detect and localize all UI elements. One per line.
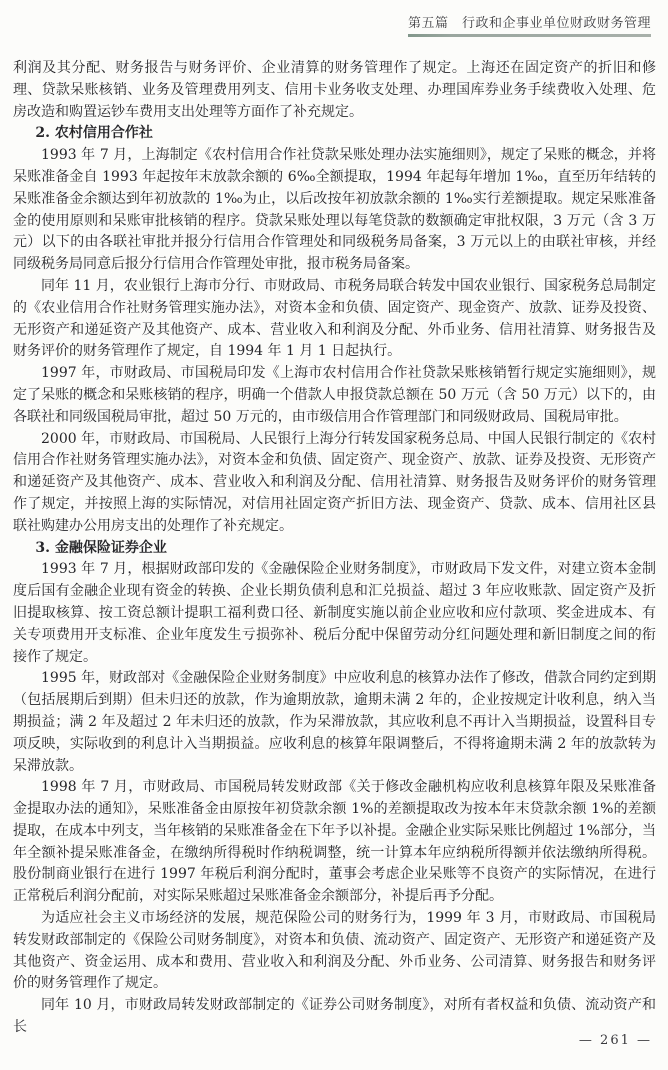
paragraph-2000-implementation: 2000 年，市财政局、市国税局、人民银行上海分行转发国家税务总局、中国人民银行制定的《农村信用合作社财务管理实施办法》，对资本金和负债、固定资产、现金资产、放款、证券及投资、无形资产和递延资产及其他资产、成本、营业收入和利润及分配、信用社清算、财务报告及财务评价的财务管理作了规定，并按照上海的实际情况，对信用社固定资产折旧方法、现金资产、贷款、成本、信用社区县联社购建办公用房支出的处理作了补充规定。 — [13, 430, 656, 534]
section-heading-rural-credit-cooperatives: 2. 农村信用合作社 — [35, 125, 153, 142]
paragraph-continuation: 利润及其分配、财务报告与财务评价、企业清算的财务管理作了规定。上海还在固定资产的折旧和修理、贷款呆账核销、业务及管理费用列支、信用卡业务收支处理、办理国库券业务手续费收入处理、危房改造和购置运钞车费用支出处理等方面作了补充规定。 — [13, 60, 656, 120]
running-header — [408, 12, 651, 37]
paragraph-1993-rural-credit: 1993 年 7 月，上海制定《农村信用合作社贷款呆账处理办法实施细则》，规定了呆账的概念，并将呆账准备金自 1993 年起按年末放款余额的 6‰全额提取，1994 年起每年增加 1‰，直至历年结转的呆账准备金余额达到年初放款的 1‰为止，以后改按年初放款余额的 1‰实行差额提取。规定呆账准备金的使用原则和呆账审批核销的程序。贷款呆账处理以每笔贷款的数额确定审批权限，3 万元（含 3 万元）以下的由各联社审批并报分行信用合作管理处和同级税务局备案，3 万元以上的由联社审核，并经同级税务局同意后报分行信用合作管理处审批，报市税务局备案。 — [13, 147, 656, 273]
paragraph-1993-november: 同年 11 月，农业银行上海市分行、市财政局、市税务局联合转发中国农业银行、国家税务总局制定的《农业信用合作社财务管理实施办法》，对资本金和负债、固定资产、现金资产、放款、证券及投资、无形资产和递延资产及其他资产、成本、营业收入和利润及分配、外币业务、信用社清算、财务报告及财务评价的财务管理作了规定，自 1994 年 1 月 1 日起执行。 — [13, 277, 656, 360]
section-heading-finance-insurance-securities: 3. 金融保险证券企业 — [35, 539, 167, 556]
page-body — [13, 58, 656, 1039]
running-header-title: 第五篇 行政和企事业单位财政财务管理 — [407, 16, 651, 31]
paragraph-1999-insurance-company: 为适应社会主义市场经济的发展，规范保险公司的财务行为，1999 年 3 月，市财政局、市国税局转发财政部制定的《保险公司财务制度》，对资本和负债、流动资产、固定资产、无形资产和递延资产及其他资产、资金运用、成本和费用、营业收入和利润及分配、外币业务、公司清算、财务报告和财务评价的财务管理作了规定。 — [13, 910, 656, 992]
paragraph-1997-writeoff-rules: 1997 年，市财政局、市国税局印发《上海市农村信用合作社贷款呆账核销暂行规定实施细则》，规定了呆账的概念和呆账核销的程序，明确一个借款人申报贷款总额在 50 万元（含 50 万元）以下的，由各联社和同级国税局审批，超过 50 万元的，由市级信用合作管理部门和同级财政局、国税局审批。 — [13, 365, 656, 425]
paragraph-1999-october-securities: 同年 10 月，市财政局转发财政部制定的《证券公司财务制度》，对所有者权益和负债、流动资产和长 — [13, 997, 656, 1036]
paragraph-1995-interest-accounting: 1995 年，财政部对《金融保险企业财务制度》中应收利息的核算办法作了修改，借款合同约定到期（包括展期后到期）但未归还的放款，作为逾期放款，逾期未满 2 年的，企业按规定计收利息，纳入当期损益；满 2 年及超过 2 年未归还的放款，作为呆滞放款，其应收利息不再计入当期损益，设置科目专项反映，实际收到的利息计入当期损益。应收利息的核算年限调整后，不得将逾期未满 2 年的放款转为呆滞放款。 — [13, 670, 656, 774]
running-header-rule — [408, 34, 651, 37]
paragraph-1998-baddebt-provision: 1998 年 7 月，市财政局、市国税局转发财政部《关于修改金融机构应收利息核算年限及呆账准备金提取办法的通知》，呆账准备金由原按年初贷款余额 1%的差额提取改为按本年末贷款余额 1%的差额提取，在成本中列支，当年核销的呆账准备金在下年予以补提。金融企业实际呆账比例超过 1%部分，当年全额补提呆账准备金，在缴纳所得税时作纳税调整，统一计算本年应纳税所得额并依法缴纳所得税。股份制商业银行在进行 1997 年税后利润分配时，董事会考虑企业呆账等不良资产的实际情况，在进行正常税后利润分配前，对实际呆账超过呆账准备金余额部分，补提后再予分配。 — [13, 779, 656, 905]
paragraph-1993-finance-insurance: 1993 年 7 月，根据财政部印发的《金融保险企业财务制度》，市财政局下发文件，对建立资本金制度后国有金融企业现有资金的转换、企业长期负债利息和汇兑损益、超过 3 年应收账款、固定资产及折旧提取核算、按工资总额计提职工福利费口径、新制度实施以前企业应收和应付款项、奖金进成本、有关专项费用开支标准、企业年度发生亏损弥补、税后分配中保留劳动分红问题处理和新旧制度之间的衔接作了规定。 — [13, 561, 656, 665]
page-number: — 261 — — [578, 1033, 652, 1048]
